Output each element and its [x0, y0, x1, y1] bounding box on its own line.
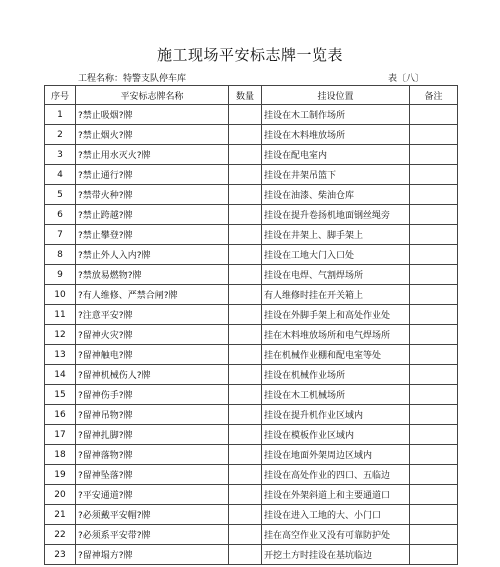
row-number: 9: [45, 265, 76, 285]
remark-cell: [410, 185, 458, 205]
location-cell: 挂设在外架斜道上和主要通道口: [262, 485, 410, 505]
location-cell: 挂在高空作业又没有可靠防护处: [262, 525, 410, 545]
row-number: 22: [45, 525, 76, 545]
remark-cell: [410, 445, 458, 465]
remark-cell: [410, 405, 458, 425]
table-row: [45, 405, 458, 425]
quantity-cell: [229, 105, 262, 125]
quantity-cell: [229, 305, 262, 325]
quantity-cell: [229, 525, 262, 545]
remark-cell: [410, 345, 458, 365]
location-cell: 挂设在外脚手架上和高处作业处: [262, 305, 410, 325]
table-row: [45, 285, 458, 305]
remark-cell: [410, 525, 458, 545]
row-number: 6: [45, 205, 76, 225]
row-number: 1: [45, 105, 76, 125]
location-cell: 开挖土方时挂设在基坑临边: [262, 545, 410, 565]
table-row: [45, 365, 458, 385]
table-row: [45, 345, 458, 365]
location-cell: 挂设在配电室内: [262, 145, 410, 165]
table-row: [45, 105, 458, 125]
location-cell: 挂设在木工制作场所: [262, 105, 410, 125]
table-row: [45, 205, 458, 225]
row-number: 11: [45, 305, 76, 325]
table-body: [45, 105, 458, 565]
location-cell: 挂设在进入工地的大、小门口: [262, 505, 410, 525]
sign-name-cell: ?留神机械伤人?牌: [76, 365, 229, 385]
table-row: [45, 305, 458, 325]
row-number: 16: [45, 405, 76, 425]
table-row: [45, 325, 458, 345]
quantity-cell: [229, 185, 262, 205]
row-number: 14: [45, 365, 76, 385]
location-cell: 挂设在井架上、脚手架上: [262, 225, 410, 245]
sign-name-cell: ?禁带火种?牌: [76, 185, 229, 205]
remark-cell: [410, 165, 458, 185]
document-title: 施工现场平安标志牌一览表: [156, 46, 343, 64]
sign-name-cell: ?留神吊物?牌: [76, 405, 229, 425]
sign-name-cell: ?必须戴平安帽?牌: [76, 505, 229, 525]
quantity-cell: [229, 365, 262, 385]
location-cell: 挂设在高处作业的四口、五临边: [262, 465, 410, 485]
quantity-cell: [229, 385, 262, 405]
sign-name-cell: ?禁止用水灭火?牌: [76, 145, 229, 165]
quantity-cell: [229, 285, 262, 305]
sign-name-cell: ?留神坠落?牌: [76, 465, 229, 485]
location-cell: 挂设在油漆、柴油仓库: [262, 185, 410, 205]
sign-name-cell: ?禁止外人入内?牌: [76, 245, 229, 265]
table-row: [45, 125, 458, 145]
quantity-cell: [229, 505, 262, 525]
table-number: 表〔八〕: [388, 74, 425, 84]
location-cell: 挂设在提升机作业区域内: [262, 405, 410, 425]
sign-name-cell: ?留神伤手?牌: [76, 385, 229, 405]
row-number: 18: [45, 445, 76, 465]
sign-name-cell: ?必须系平安带?牌: [76, 525, 229, 545]
quantity-cell: [229, 325, 262, 345]
remark-cell: [410, 545, 458, 565]
remark-cell: [410, 365, 458, 385]
remark-cell: [410, 325, 458, 345]
location-cell: 挂在机械作业棚和配电室等处: [262, 345, 410, 365]
table-row: [45, 145, 458, 165]
remark-cell: [410, 225, 458, 245]
table-row: [45, 425, 458, 445]
row-number: 5: [45, 185, 76, 205]
location-cell: 挂设在机械作业场所: [262, 365, 410, 385]
quantity-cell: [229, 145, 262, 165]
quantity-cell: [229, 245, 262, 265]
project-name: 工程名称：特警支队停车库: [78, 74, 187, 84]
row-number: 15: [45, 385, 76, 405]
table-row: [45, 545, 458, 565]
remark-cell: [410, 505, 458, 525]
quantity-cell: [229, 345, 262, 365]
row-number: 8: [45, 245, 76, 265]
sign-name-cell: ?禁止吸烟?牌: [76, 105, 229, 125]
row-number: 4: [45, 165, 76, 185]
location-cell: 挂设在模板作业区域内: [262, 425, 410, 445]
table-row: [45, 505, 458, 525]
remark-cell: [410, 245, 458, 265]
sign-name-cell: ?有人维修、严禁合闸?牌: [76, 285, 229, 305]
remark-cell: [410, 205, 458, 225]
row-number: 2: [45, 125, 76, 145]
row-number: 20: [45, 485, 76, 505]
remark-cell: [410, 105, 458, 125]
remark-cell: [410, 485, 458, 505]
sign-name-cell: ?禁放易燃物?牌: [76, 265, 229, 285]
sign-name-cell: ?禁止跨越?牌: [76, 205, 229, 225]
header-quantity: 数量: [229, 86, 262, 105]
quantity-cell: [229, 405, 262, 425]
location-cell: 挂设在工地大门入口处: [262, 245, 410, 265]
table-row: [45, 465, 458, 485]
table-row: [45, 385, 458, 405]
table-row: [45, 265, 458, 285]
sign-list-table: [44, 85, 458, 565]
sign-name-cell: ?禁止攀登?牌: [76, 225, 229, 245]
table-row: [45, 525, 458, 545]
location-cell: 挂设在提升卷扬机地面钢丝绳旁: [262, 205, 410, 225]
sign-name-cell: ?禁止烟火?牌: [76, 125, 229, 145]
header-location: 挂设位置: [262, 86, 410, 105]
sign-name-cell: ?平安通道?牌: [76, 485, 229, 505]
table-meta: [0, 71, 500, 85]
table-row: [45, 165, 458, 185]
row-number: 7: [45, 225, 76, 245]
table-row: [45, 445, 458, 465]
sign-name-cell: ?留神触电?牌: [76, 345, 229, 365]
sign-name-cell: ?留神火灾?牌: [76, 325, 229, 345]
quantity-cell: [229, 445, 262, 465]
row-number: 17: [45, 425, 76, 445]
row-number: 13: [45, 345, 76, 365]
location-cell: 挂设在木工机械场所: [262, 385, 410, 405]
header-no: 序号: [45, 86, 76, 105]
header-remark: 备注: [410, 86, 458, 105]
row-number: 12: [45, 325, 76, 345]
remark-cell: [410, 125, 458, 145]
location-cell: 挂设在木料堆放场所: [262, 125, 410, 145]
sign-name-cell: ?禁止通行?牌: [76, 165, 229, 185]
location-cell: 挂在木料堆放场所和电气焊场所: [262, 325, 410, 345]
quantity-cell: [229, 205, 262, 225]
remark-cell: [410, 465, 458, 485]
sign-name-cell: ?留神塌方?牌: [76, 545, 229, 565]
table-row: [45, 185, 458, 205]
location-cell: 挂设在地面外架周边区域内: [262, 445, 410, 465]
table-row: [45, 245, 458, 265]
quantity-cell: [229, 165, 262, 185]
remark-cell: [410, 145, 458, 165]
location-cell: 挂设在电焊、气割焊场所: [262, 265, 410, 285]
remark-cell: [410, 385, 458, 405]
row-number: 23: [45, 545, 76, 565]
row-number: 3: [45, 145, 76, 165]
location-cell: 挂设在井架吊篮下: [262, 165, 410, 185]
location-cell: 有人维修时挂在开关箱上: [262, 285, 410, 305]
table-row: [45, 225, 458, 245]
table-header-row: [45, 86, 458, 105]
sign-name-cell: ?留神落物?牌: [76, 445, 229, 465]
quantity-cell: [229, 225, 262, 245]
quantity-cell: [229, 425, 262, 445]
sign-name-cell: ?留神扎脚?牌: [76, 425, 229, 445]
row-number: 10: [45, 285, 76, 305]
row-number: 19: [45, 465, 76, 485]
remark-cell: [410, 285, 458, 305]
remark-cell: [410, 425, 458, 445]
remark-cell: [410, 305, 458, 325]
quantity-cell: [229, 465, 262, 485]
quantity-cell: [229, 265, 262, 285]
sign-name-cell: ?注意平安?牌: [76, 305, 229, 325]
remark-cell: [410, 265, 458, 285]
table-row: [45, 485, 458, 505]
quantity-cell: [229, 545, 262, 565]
quantity-cell: [229, 125, 262, 145]
row-number: 21: [45, 505, 76, 525]
quantity-cell: [229, 485, 262, 505]
header-sign-name: 平安标志牌名称: [76, 86, 229, 105]
